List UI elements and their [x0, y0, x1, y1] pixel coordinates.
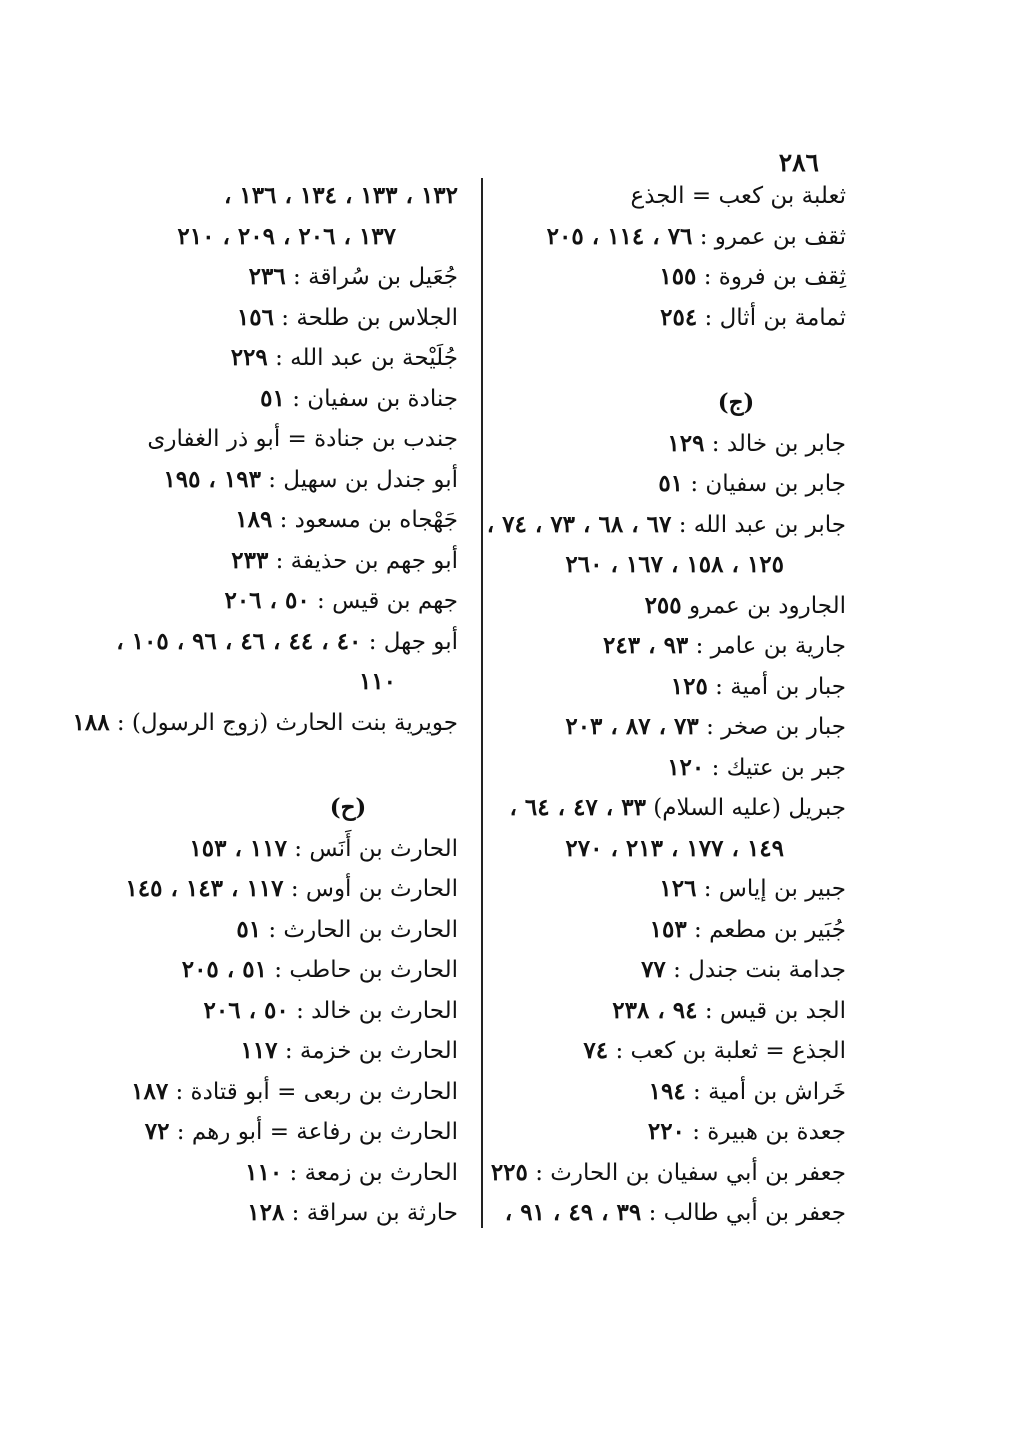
index-entry — [118, 622, 458, 663]
page-refs: ١١٠ — [358, 668, 396, 695]
entry-name: أبو جندل بن سهيل : — [268, 466, 458, 493]
entry-name: جُعَيل بن سُراقة : — [293, 264, 458, 290]
page-number: ٢٨٦ — [778, 148, 819, 177]
entry-name: الحارث بن الحارث : — [268, 916, 458, 943]
index-entry-continuation — [118, 217, 458, 258]
page-refs: ٢٥٤ — [660, 303, 698, 331]
entry-name: جهم بن قيس : — [317, 588, 458, 614]
page-refs: ١٥٣ — [649, 915, 687, 943]
index-entry — [506, 424, 846, 465]
index-column-right — [486, 176, 846, 1234]
index-entry — [118, 991, 458, 1032]
index-entry — [118, 257, 458, 298]
page-refs: ٧٦ ، ١١٤ ، ٢٠٥ — [546, 222, 693, 250]
index-entry — [118, 1153, 458, 1194]
index-entry — [506, 910, 846, 951]
entry-name: جبار بن صخر : — [706, 714, 846, 740]
page-refs: ٤٠ ، ٤٤ ، ٤٦ ، ٩٦ ، ١٠٥ ، — [116, 627, 362, 655]
column-divider — [481, 178, 483, 1228]
index-entry — [118, 298, 458, 339]
entry-name: حارثة بن سراقة : — [291, 1200, 458, 1226]
index-entry — [506, 748, 846, 789]
page-refs: ٣٩ ، ٤٩ ، ٩١ ، — [504, 1199, 642, 1226]
page-refs: ١٢٨ — [247, 1199, 285, 1226]
entry-name: الجارود بن عمرو — [688, 592, 846, 619]
index-entry — [486, 505, 846, 546]
page-refs: ٧٧ — [641, 956, 666, 983]
entry-name: الحارث بن أوس : — [290, 876, 458, 902]
section-spacer — [506, 338, 846, 383]
index-entry — [118, 829, 458, 870]
index-entry — [506, 707, 846, 748]
page-refs: ٧٣ ، ٨٧ ، ٢٠٣ — [565, 713, 699, 740]
entry-name: الجذع = ثعلبة بن كعب : — [615, 1038, 846, 1064]
entry-name: جبير بن إياس : — [703, 876, 846, 902]
page-refs: ٥٠ ، ٢٠٦ — [203, 996, 289, 1024]
entry-name: ثقف بن عمرو : — [699, 223, 846, 250]
page-refs: ٣٣ ، ٤٧ ، ٦٤ ، — [509, 794, 646, 821]
page-refs: ٢٢٠ — [647, 1118, 685, 1145]
entry-name: أبو جهم بن حذيفة : — [275, 547, 458, 574]
page-refs: ١٣٧ ، ٢٠٦ ، ٢٠٩ ، ٢١٠ — [177, 222, 396, 250]
page-refs: ٥١ — [260, 384, 285, 412]
index-entry — [118, 460, 458, 501]
index-column-left — [72, 176, 458, 1234]
entry-name: جبار بن أمية : — [715, 673, 846, 700]
entry-name: ثمامة بن أثال : — [704, 304, 846, 331]
entry-name: الحارث بن خزمة : — [284, 1038, 458, 1064]
entry-name: جدامة بنت جندل : — [673, 957, 846, 983]
entry-name: جعفر بن أبي طالب : — [648, 1200, 846, 1226]
index-entry — [118, 1031, 458, 1072]
entry-name: جبر بن عتيك : — [711, 754, 846, 781]
entry-name: ثِقف بن فروة : — [703, 264, 846, 290]
page-refs: ٢٢٥ — [490, 1158, 528, 1186]
entry-name: الحارث بن أَنَس : — [294, 835, 458, 862]
index-entry-continuation — [118, 662, 458, 703]
page-refs: ٧٤ — [583, 1037, 609, 1064]
page-refs: ١٩٤ — [648, 1077, 686, 1105]
entry-name: الحارث بن رفاعة = أبو رهم : — [176, 1119, 458, 1145]
page-refs: ١٤٩ ، ١٧٧ ، ٢١٣ ، ٢٧٠ — [565, 834, 784, 862]
index-entry — [506, 1031, 846, 1072]
section-heading: (ح) — [329, 794, 367, 821]
index-entry — [72, 703, 458, 744]
page-refs: ٥٠ ، ٢٠٦ — [224, 587, 310, 614]
page-refs: ٥١ — [236, 915, 262, 943]
index-entry — [506, 298, 846, 339]
page-refs: ١٢٥ ، ١٥٨ ، ١٦٧ ، ٢٦٠ — [565, 551, 784, 578]
index-entry — [506, 788, 846, 829]
page-refs: ١٥٥ — [659, 263, 697, 290]
index-entry — [118, 500, 458, 541]
index-entry — [506, 991, 846, 1032]
page-refs: ٩٣ ، ٢٤٣ — [603, 632, 689, 659]
index-entry — [118, 1193, 458, 1234]
entry-name: جندب بن جنادة = أبو ذر الغفارى — [147, 426, 458, 452]
entry-name: جابر بن خالد : — [711, 430, 846, 457]
index-entry — [506, 217, 846, 258]
index-entry — [506, 1112, 846, 1153]
entry-name: جعدة بن هبيرة : — [692, 1119, 846, 1145]
index-entry — [506, 869, 846, 910]
index-entry — [506, 257, 846, 298]
page-refs: ٥١ — [658, 470, 684, 497]
entry-name: الحارث بن ربعى = أبو قتادة : — [175, 1078, 458, 1105]
entry-name: جُبَير بن مطعم : — [694, 916, 846, 943]
index-entry-continuation — [506, 545, 846, 586]
page-refs: ٢٣٦ — [248, 263, 286, 290]
index-entry — [506, 626, 846, 667]
entry-name: الجلاس بن طلحة : — [281, 304, 458, 331]
page-refs: ١٢٩ — [667, 429, 705, 457]
entry-name: جابر بن عبد الله : — [678, 511, 846, 538]
page-refs: ٦٧ ، ٦٨ ، ٧٣ ، ٧٤ ، — [486, 510, 672, 538]
page-refs: ١١٧ ، ١٤٣ ، ١٤٥ — [125, 875, 284, 902]
entry-name: خَراش بن أمية : — [693, 1078, 846, 1105]
index-entry — [490, 1153, 846, 1194]
page-refs: ٩٤ ، ٢٣٨ — [612, 996, 698, 1024]
entry-name: الحارث بن زمعة : — [289, 1159, 458, 1186]
page-refs: ٥١ ، ٢٠٥ — [181, 956, 267, 983]
page-refs: ١٩٣ ، ١٩٥ — [163, 465, 261, 493]
index-entry — [118, 1072, 458, 1113]
entry-name: الحارث بن حاطب : — [274, 957, 458, 983]
entry-name: جبريل (عليه السلام) — [653, 795, 846, 821]
index-entry-continuation — [118, 176, 458, 217]
index-entry — [506, 464, 846, 505]
page-refs: ١١٧ ، ١٥٣ — [189, 834, 287, 862]
entry-name: جارية بن عامر : — [695, 633, 846, 659]
index-entry — [118, 379, 458, 420]
index-entry — [506, 176, 846, 217]
entry-name: الجد بن قيس : — [704, 997, 846, 1024]
entry-name: جويرية بنت الحارث (زوج الرسول) : — [116, 709, 458, 736]
index-entry — [118, 869, 458, 910]
entry-name: جعفر بن أبي سفيان بن الحارث : — [535, 1159, 846, 1186]
page-refs: ١٥٦ — [236, 303, 274, 331]
section-spacer — [118, 743, 458, 788]
page-refs: ١٢٥ — [670, 672, 708, 700]
page-refs: ١٢٠ — [667, 753, 705, 781]
index-entry-continuation — [506, 829, 846, 870]
index-entry — [118, 1112, 458, 1153]
index-entry — [506, 950, 846, 991]
entry-name: جَهْجاه بن مسعود : — [279, 507, 458, 533]
index-entry — [506, 1072, 846, 1113]
index-entry — [506, 586, 846, 627]
entry-name: الحارث بن خالد : — [296, 997, 458, 1024]
entry-name: جابر بن سفيان : — [690, 471, 846, 497]
entry-name: أبو جهل : — [368, 628, 458, 655]
page-refs: ١٨٨ — [72, 708, 110, 736]
index-entry — [506, 1193, 846, 1234]
index-entry — [118, 419, 458, 460]
entry-name: جنادة بن سفيان : — [292, 385, 458, 412]
page-refs: ٢٥٥ — [644, 591, 682, 619]
index-entry — [118, 910, 458, 951]
page-refs: ٧٢ — [144, 1118, 170, 1145]
entry-name: جُلَيْحة بن عبد الله : — [275, 345, 458, 371]
entry-name: ثعلبة بن كعب = الجذع — [630, 183, 846, 209]
page-refs: ١١٠ — [245, 1158, 283, 1186]
page-refs: ١٣٢ ، ١٣٣ ، ١٣٤ ، ١٣٦ ، — [223, 182, 458, 209]
index-entry — [118, 950, 458, 991]
index-entry — [118, 581, 458, 622]
page-refs: ٢٢٩ — [230, 344, 268, 371]
page-refs: ٢٣٣ — [231, 546, 269, 574]
section-heading: (ج) — [717, 389, 755, 416]
page-refs: ١١٧ — [240, 1037, 278, 1064]
index-entry — [118, 541, 458, 582]
index-entry — [506, 667, 846, 708]
page-refs: ١٢٦ — [659, 875, 697, 902]
page-refs: ١٨٩ — [235, 506, 273, 533]
index-entry — [118, 338, 458, 379]
page-refs: ١٨٧ — [131, 1077, 169, 1105]
